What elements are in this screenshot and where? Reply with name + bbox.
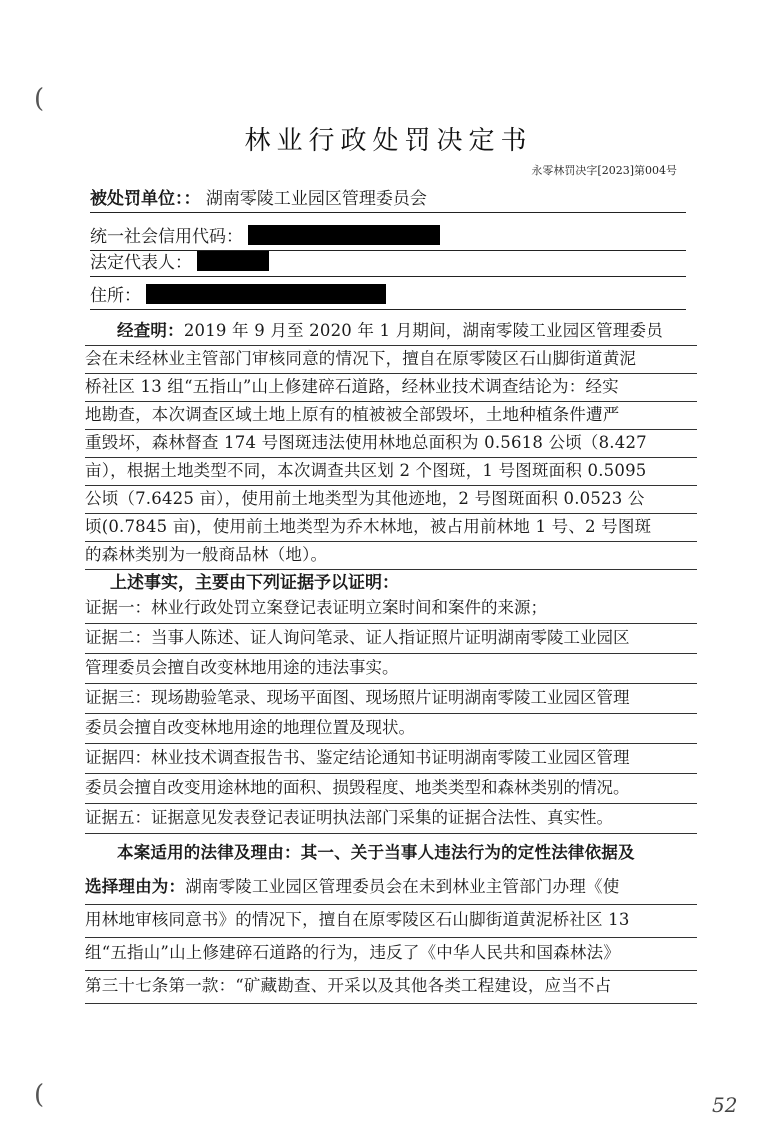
law-line: 用林地审核同意书》的情况下，擅自在原零陵区石山脚街道黄泥桥社区 13 [85,905,697,938]
facts-line: 的森林类别为一般商品林（地）。 [85,542,697,570]
party-value: 湖南零陵工业园区管理委员会 [205,189,427,209]
binding-mark-bottom: ( [34,1080,45,1110]
evidence-item: 证据二：当事人陈述、证人询问笔录、证人指证照片证明湖南零陵工业园区 [85,624,697,654]
law-paragraph [85,838,697,1004]
facts-paragraph [85,318,697,570]
facts-line: 地勘查，本次调查区域土地上原有的植被被全部毁坏，土地种植条件遭严 [85,402,697,430]
field-address [90,283,686,310]
facts-line: 经查明：2019 年 9 月至 2020 年 1 月期间，湖南零陵工业园区管理委员 [85,318,697,346]
facts-line: 桥社区 13 组“五指山”山上修建碎石道路，经林业技术调查结论为：经实 [85,374,697,402]
field-legal-rep [90,250,686,277]
law-line: 本案适用的法律及理由：其一、关于当事人违法行为的定性法律依据及 [117,843,635,862]
credit-code-label: 统一社会信用代码： [90,227,243,247]
evidence-heading: 上述事实，主要由下列证据予以证明： [110,573,399,593]
evidence-item: 证据四：林业技术调查报告书、鉴定结论通知书证明湖南零陵工业园区管理 [85,744,697,774]
facts-line: 会在未经林业主管部门审核同意的情况下，擅自在原零陵区石山脚街道黄泥 [85,346,697,374]
redaction-address [146,284,386,304]
evidence-item: 委员会擅自改变林地用途的地理位置及现状。 [85,714,697,744]
facts-line: 公顷（7.6425 亩），使用前土地类型为其他迹地，2 号图斑面积 0.0523 公 [85,486,697,514]
field-credit-code [90,224,686,251]
legal-rep-label: 法定代表人： [90,253,192,273]
address-label: 住所： [90,286,141,306]
document-title: 林业行政处罚决定书 [244,126,533,156]
evidence-item: 证据一：林业行政处罚立案登记表证明立案时间和案件的来源； [85,594,697,624]
law-line: 第三十七条第一款：“矿藏勘查、开采以及其他各类工程建设，应当不占 [85,971,697,1004]
document-number: 永零林罚决字[2023]第004号 [531,164,677,177]
redaction-legal-rep [197,251,269,271]
party-label: 被处罚单位：： [90,189,201,209]
binding-mark-top: ( [34,84,45,114]
facts-line: 重毁坏，森林督查 174 号图斑违法使用林地总面积为 0.5618 公顷（8.427 [85,430,697,458]
facts-lead: 经查明： [117,321,184,340]
evidence-item: 证据五：证据意见发表登记表证明执法部门采集的证据合法性、真实性。 [85,804,697,834]
facts-line: 亩），根据土地类型不同，本次调查共区划 2 个图斑，1 号图斑面积 0.5095 [85,458,697,486]
law-line: 选择理由为：湖南零陵工业园区管理委员会在未到林业主管部门办理《使 [85,872,697,905]
evidence-item: 证据三：现场勘验笔录、现场平面图、现场照片证明湖南零陵工业园区管理 [85,684,697,714]
law-line: 组“五指山”山上修建碎石道路的行为，违反了《中华人民共和国森林法》 [85,938,697,971]
redaction-credit-code [248,225,440,245]
facts-line: 顷(0.7845 亩)，使用前土地类型为乔木林地，被占用前林地 1 号、2 号图斑 [85,514,697,542]
evidence-item: 管理委员会擅自改变林地用途的违法事实。 [85,654,697,684]
evidence-list [85,594,697,834]
law-lead: 选择理由为： [85,877,186,896]
handwritten-page-number: 52 [712,1093,738,1117]
field-party [90,186,686,213]
evidence-item: 委员会擅自改变用途林地的面积、损毁程度、地类类型和森林类别的情况。 [85,774,697,804]
